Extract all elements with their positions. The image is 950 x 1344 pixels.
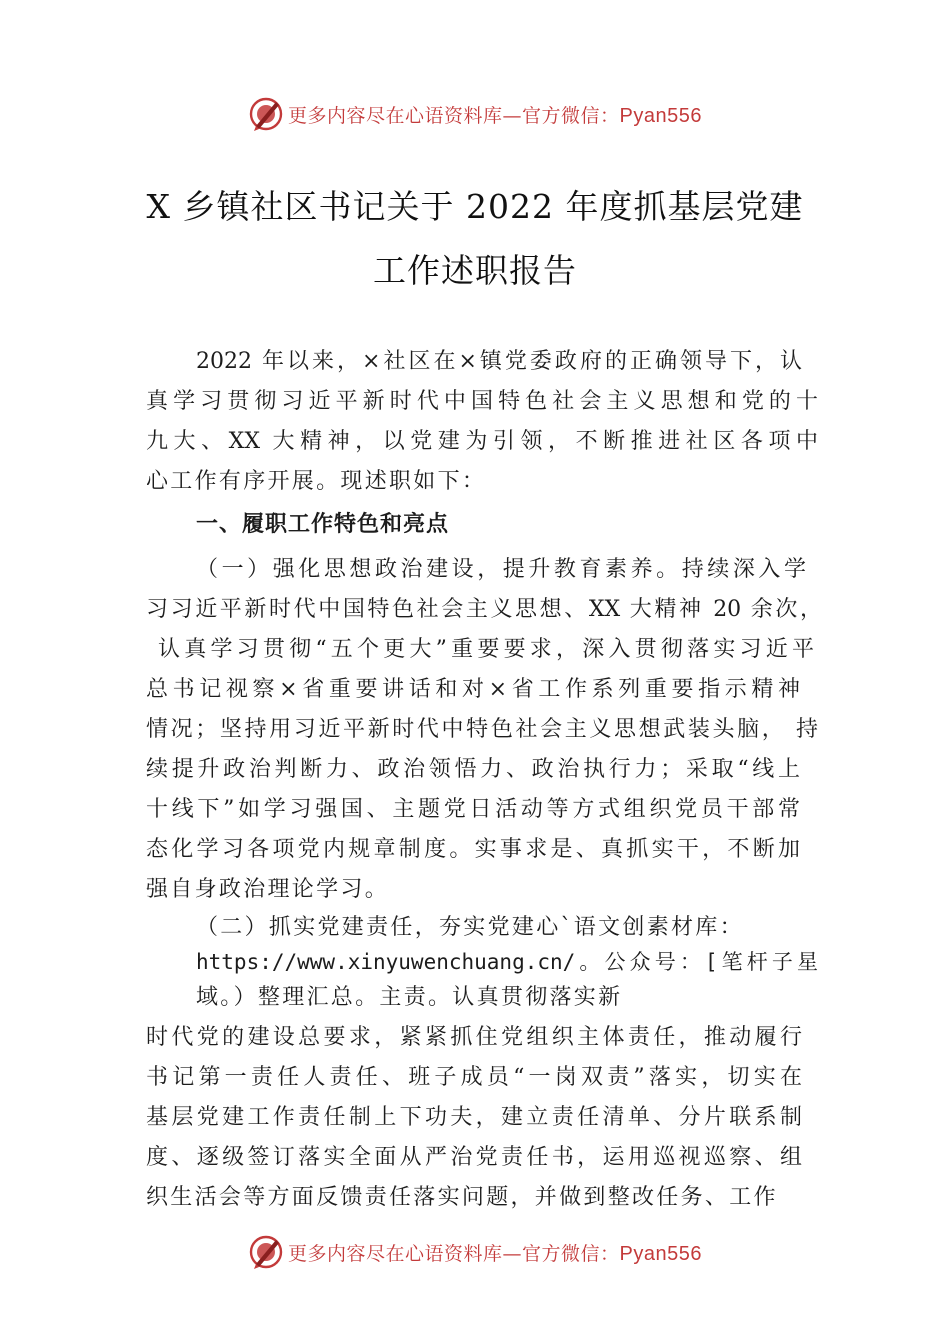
body-line: 书记第一责任人责任、班子成员“一岗双责”落实，切实在 [146, 1065, 802, 1090]
body-line: （二）抓实党建责任，夯实党建心`语文创素材库： [196, 915, 744, 940]
body-line: 情况；坚持用习近平新时代中特色社会主义思想武装头脑， 持 [146, 717, 818, 742]
body-line: 续提升政治判断力、政治领悟力、政治执行力；采取“线上 [146, 757, 800, 782]
body-line: 十线下”如学习强国、主题党日活动等方式组织党员干部常 [146, 797, 800, 822]
body-line: （一）强化思想政治建设，提升教育素养。持续深入学 [196, 557, 806, 582]
source-url-line: https://www.xinyuwenchuang.cn/。公众号：[笔杆子星 [196, 950, 818, 974]
body-line: 总书记视察×省重要讲话和对×省工作系列重要指示精神 [146, 677, 800, 702]
watermark-text: 更多内容尽在心语资料库—官方微信：Pyan556 [288, 104, 702, 127]
body-line: 认真学习贯彻“五个更大”重要要求，深入贯彻落实习近平 [158, 637, 814, 662]
body-line: 习习近平新时代中国特色社会主义思想、XX 大精神 20 余次， [146, 597, 822, 622]
body-line: 织生活会等方面反馈责任落实问题，并做到整改任务、工作 [146, 1185, 778, 1210]
document-title-line-1: X 乡镇社区书记关于 2022 年度抓基层党建 [146, 187, 804, 226]
body-line: 心工作有序开展。现述职如下： [146, 469, 487, 494]
body-line: 2022 年以来，×社区在×镇党委政府的正确领导下，认 [196, 349, 802, 374]
body-line: 时代党的建设总要求，紧紧抓住党组织主体责任，推动履行 [146, 1025, 802, 1050]
body-line: 基层党建工作责任制上下功夫，建立责任清单、分片联系制 [146, 1105, 802, 1130]
watermark-banner-top [0, 94, 950, 134]
watermark-handle: Pyan556 [619, 104, 702, 127]
watermark-handle: Pyan556 [619, 1242, 702, 1265]
body-line: 九大、XX 大精神，以党建为引领，不断推进社区各项中 [146, 429, 818, 454]
pen-logo-icon [248, 1234, 284, 1270]
section-heading: 一、履职工作特色和亮点 [196, 512, 450, 537]
body-line: 域。）整理汇总。主责。认真贯彻落实新 [196, 985, 623, 1010]
body-line: 度、逐级签订落实全面从严治党责任书，运用巡视巡察、组 [146, 1145, 802, 1170]
watermark-banner-bottom [0, 1232, 950, 1272]
body-line: 强自身政治理论学习。 [146, 877, 390, 902]
pen-logo-icon [248, 96, 284, 132]
body-line: 真学习贯彻习近平新时代中国特色社会主义思想和党的十 [146, 389, 818, 414]
body-line: 态化学习各项党内规章制度。实事求是、真抓实干，不断加 [146, 837, 800, 862]
document-title-line-2: 工作述职报告 [373, 251, 577, 290]
watermark-text: 更多内容尽在心语资料库—官方微信：Pyan556 [288, 1242, 702, 1265]
